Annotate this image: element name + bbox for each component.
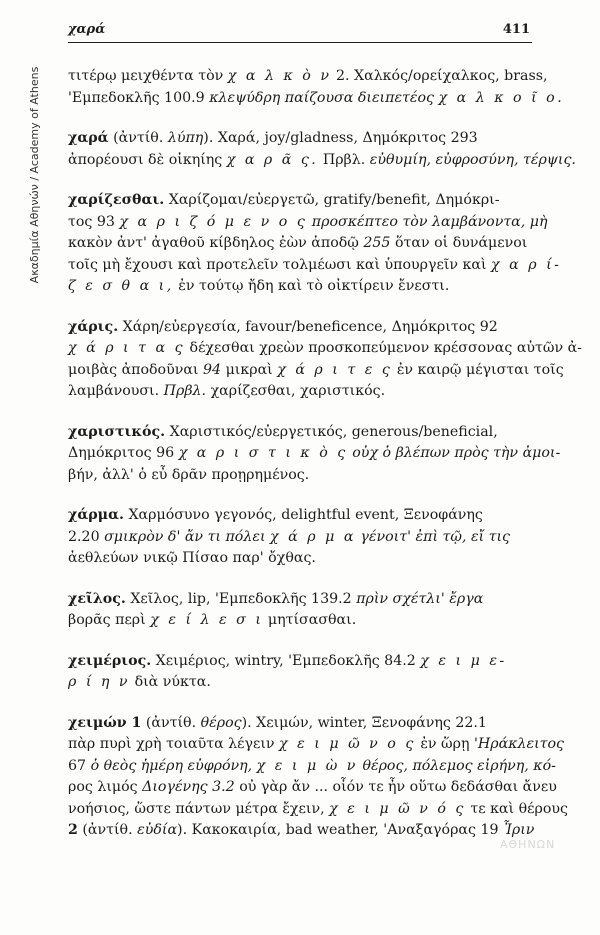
greek-quotation: θέρος bbox=[200, 714, 242, 731]
spaced-citation-word: χ ε ι μ ε- bbox=[420, 652, 507, 669]
entry-text: Δημόκριτος 96 bbox=[68, 445, 179, 461]
entry-line bbox=[68, 777, 557, 799]
dictionary-entry bbox=[68, 422, 561, 487]
greek-quotation: εὐδία bbox=[137, 822, 178, 838]
entry-line bbox=[68, 443, 561, 465]
entry-line bbox=[68, 88, 565, 110]
dictionary-entry bbox=[68, 505, 532, 570]
entry-line bbox=[68, 233, 532, 255]
entry-text: (ἀντίθ. bbox=[77, 822, 138, 838]
entry-text: Χαριστικός/εὐεργετικός, generous/beneficial, bbox=[165, 423, 498, 440]
entry-text: ἐν τούτῳ ἤδη καὶ τὸ οἰκτίρειν ἔνεστι. bbox=[178, 278, 450, 294]
entry-line bbox=[68, 190, 532, 212]
headword: χαρά bbox=[68, 130, 109, 146]
greek-quotation: Διογένης 3.2 bbox=[137, 779, 240, 795]
entry-text: δέχεσθαι χρεὼν προσκοπεύμενον κρέσσονας αὐτῶν ἀ- bbox=[189, 340, 582, 356]
headword: χαρίζεσθαι. bbox=[68, 192, 165, 208]
greek-quotation: πρὶν σχέτλι' ἔργα bbox=[356, 590, 484, 607]
entry-text: ὅταν οἱ δυνάμενοι bbox=[394, 235, 528, 251]
entry-text: βήν, ἀλλ' ὁ εὖ δρᾶν προῃρημένος. bbox=[68, 466, 310, 483]
spaced-citation-word: χ ά ρ μ α bbox=[270, 528, 356, 545]
entry-text: ). Χαρά, joy/gladness, Δημόκριτος 293 bbox=[203, 130, 478, 146]
spaced-citation-word: χ ε ι μ ῶ ν ο ς bbox=[279, 736, 416, 752]
entry-text: τε καὶ θέρους bbox=[470, 800, 568, 817]
greek-quotation: 'Ηράκλειτος bbox=[469, 736, 564, 752]
spaced-citation-word: ζ ε σ θ α ι, bbox=[68, 278, 174, 294]
spaced-citation-word: χ α ρ ί- bbox=[491, 256, 562, 273]
entry-text: μητίσασθαι. bbox=[267, 612, 357, 628]
headword: χάρις. bbox=[68, 318, 119, 335]
entry-line bbox=[68, 381, 532, 403]
dictionary-body bbox=[68, 66, 582, 861]
greek-quotation: 255 bbox=[358, 235, 395, 251]
entry-line bbox=[68, 589, 532, 611]
entry-line bbox=[68, 212, 548, 234]
greek-quotation: εὐθυμίη, εὐφροσύνη, τέρψις. bbox=[369, 151, 576, 168]
spaced-citation-word: χ α ρ ᾶ ς. bbox=[226, 151, 319, 168]
entry-text: ). Χειμών, winter, Ξενοφάνης 22.1 bbox=[241, 714, 487, 731]
entry-line bbox=[68, 150, 576, 172]
entry-text: διὰ νύκτα. bbox=[134, 674, 211, 690]
entry-line bbox=[68, 651, 532, 673]
library-stamp-text: Ακαδημία Αθηνών / Academy of Athens bbox=[28, 66, 41, 284]
entry-line bbox=[68, 610, 532, 632]
greek-quotation: 94 bbox=[198, 361, 226, 378]
entry-text: Χειμέριος, wintry, 'Εμπεδοκλῆς 84.2 bbox=[151, 652, 421, 669]
entry-text: Χεῖλος, lip, 'Εμπεδοκλῆς 139.2 bbox=[125, 590, 357, 607]
entry-text: κακὸν ἀντ' ἀγαθοῦ κίβδηλος ἐὼν ἀποδῷ bbox=[68, 235, 359, 251]
greek-quotation: κλεψύδρη παίζουσα διειπετέος bbox=[209, 89, 435, 106]
entry-line bbox=[68, 820, 535, 842]
running-head bbox=[68, 22, 530, 40]
dictionary-entry bbox=[68, 651, 532, 694]
entry-line bbox=[68, 672, 532, 694]
greek-quotation: προσκέπτεο τὸν λαμβάνοντα, μὴ bbox=[311, 213, 548, 230]
entry-text: ). Κακοκαιρία, bad weather, 'Αναξαγόρας 19 bbox=[177, 822, 504, 838]
entry-text: ρος λιμός bbox=[68, 779, 138, 795]
entry-text: 'Εμπεδοκλῆς 100.9 bbox=[68, 89, 210, 106]
entry-line bbox=[68, 128, 532, 150]
entry-text: ἀπορέουσι δὲ οἰκηίης bbox=[68, 151, 227, 168]
entry-text: τοῖς μὴ ἔχουσι καὶ προτελεῖν τολμέωσι καὶ ὑπουργεῖν καὶ bbox=[68, 256, 487, 273]
entry-text: πὰρ πυρὶ χρὴ τοιαῦτα λέγειν bbox=[68, 736, 275, 752]
entry-text: λαμβάνουσι. bbox=[68, 383, 160, 399]
entry-text: (ἀντίθ. bbox=[108, 130, 168, 146]
dictionary-entry bbox=[68, 128, 576, 171]
spaced-citation-word: χ ά ρ ι τ α ς bbox=[68, 340, 186, 356]
entry-text: ἐν καιρῷ μέγισται τοῖς bbox=[396, 361, 564, 378]
headword: χειμών 1 bbox=[68, 714, 142, 731]
entry-line bbox=[68, 713, 532, 735]
entry-line bbox=[68, 255, 562, 277]
entry-text: Πρβλ. bbox=[318, 151, 370, 168]
entry-text: Χαρμόσυνο γεγονός, delightful event, Ξενοφάνης bbox=[123, 507, 483, 523]
entry-line bbox=[68, 422, 532, 444]
entry-line bbox=[68, 276, 532, 298]
spaced-citation-word: ρ ί η ν bbox=[68, 674, 131, 690]
dictionary-entry bbox=[68, 589, 532, 632]
entry-line bbox=[68, 527, 532, 549]
headword: χειμέριος. bbox=[68, 652, 152, 669]
entry-line bbox=[68, 505, 532, 527]
entry-text: χαρίζεσθαι, χαριστικός. bbox=[210, 383, 386, 399]
spaced-citation-word: χ ε ι μ ῶ ν ό ς bbox=[329, 800, 466, 817]
greek-quotation: γένοιτ' ἐπὶ τῷ, εἴ τις bbox=[360, 528, 510, 545]
entry-text: Χαρίζομαι/εὐεργετῶ, gratify/benefit, Δημόκρι- bbox=[164, 192, 500, 208]
entry-text: οὐ γὰρ ἄν ... οἷόν τε ἦν οὕτω δεδάσθαι ἄνευ bbox=[239, 779, 557, 795]
page-number: 411 bbox=[502, 22, 530, 37]
entry-line bbox=[68, 317, 532, 339]
entry-text: ἀεθλεύων νικῷ Πίσαο παρ' ὄχθας. bbox=[68, 550, 316, 566]
spaced-citation-word: χ α ρ ι σ τ ι κ ὸ ς bbox=[178, 445, 348, 461]
entry-line bbox=[68, 66, 548, 88]
entry-line bbox=[68, 360, 564, 382]
entry-text: ἐν ὥρῃ bbox=[420, 736, 470, 752]
watermark: ΑΘΗΝΩΝ bbox=[500, 838, 556, 851]
spaced-citation-word: χ ε ι μ ὼ ν bbox=[256, 757, 358, 774]
entry-text: νοήσιος, ὥστε πάντων μέτρα ἔχειν, bbox=[68, 800, 325, 817]
greek-quotation: οὐχ ὁ βλέπων πρὸς τὴν ἀμοι- bbox=[352, 445, 561, 461]
entry-text: Χάρη/εὐεργεσία, favour/beneficence, Δημόκριτος 92 bbox=[118, 318, 498, 335]
greek-quotation: λύπη bbox=[167, 130, 204, 146]
entry-line bbox=[68, 799, 568, 821]
entry-line bbox=[68, 338, 582, 360]
headword: χαριστικός. bbox=[68, 423, 166, 440]
dictionary-entry bbox=[68, 317, 582, 403]
entry-text: 2.20 bbox=[68, 528, 105, 545]
spaced-citation-word: χ α λ κ ο ῖ ο. bbox=[438, 89, 565, 106]
library-stamp bbox=[28, 46, 42, 304]
greek-quotation: Ἶριν bbox=[503, 822, 535, 838]
dictionary-entry bbox=[68, 190, 562, 298]
headword: χάρμα. bbox=[68, 507, 124, 523]
spaced-citation-word: χ α λ κ ὸ ν bbox=[227, 68, 332, 84]
entry-text: βορᾶς περὶ bbox=[68, 612, 146, 628]
greek-quotation: σμικρὸν δ' ἄν τι πόλει bbox=[104, 528, 266, 545]
entry-line bbox=[68, 734, 564, 756]
spaced-citation-word: χ ε ί λ ε σ ι bbox=[150, 612, 264, 628]
entry-text: μικραὶ bbox=[225, 361, 273, 378]
entry-text: 2. Χαλκός/ορείχαλκος, brass, bbox=[331, 68, 548, 84]
entry-line bbox=[68, 756, 556, 778]
spaced-citation-word: χ α ρ ι ζ ό μ ε ν ο ς bbox=[119, 213, 308, 230]
headword: χεῖλος. bbox=[68, 590, 126, 607]
entry-line bbox=[68, 548, 532, 570]
greek-quotation: Πρβλ. bbox=[159, 383, 211, 399]
greek-quotation: θέρος, πόλεμος εἰρήνη, κό- bbox=[362, 757, 556, 774]
dictionary-entry bbox=[68, 713, 568, 842]
spaced-citation-word: χ ά ρ ι τ ε ς bbox=[277, 361, 393, 378]
entry-text: μοιβὰς ἀποδοῦναι bbox=[68, 361, 199, 378]
entry-text: τος 93 bbox=[68, 213, 120, 230]
entry-line bbox=[68, 465, 532, 487]
headword: 2 bbox=[68, 822, 78, 838]
entry-text: (ἀντίθ. bbox=[141, 714, 201, 731]
dictionary-entry bbox=[68, 66, 565, 109]
entry-text: 67 bbox=[68, 757, 91, 774]
header-rule bbox=[68, 42, 532, 43]
greek-quotation: ὁ θεὸς ἡμέρη εὐφρόνη, bbox=[90, 757, 253, 774]
running-head-title: χαρά bbox=[68, 22, 106, 37]
entry-text: τιτέρῳ μειχθέντα τὸν bbox=[68, 68, 228, 84]
